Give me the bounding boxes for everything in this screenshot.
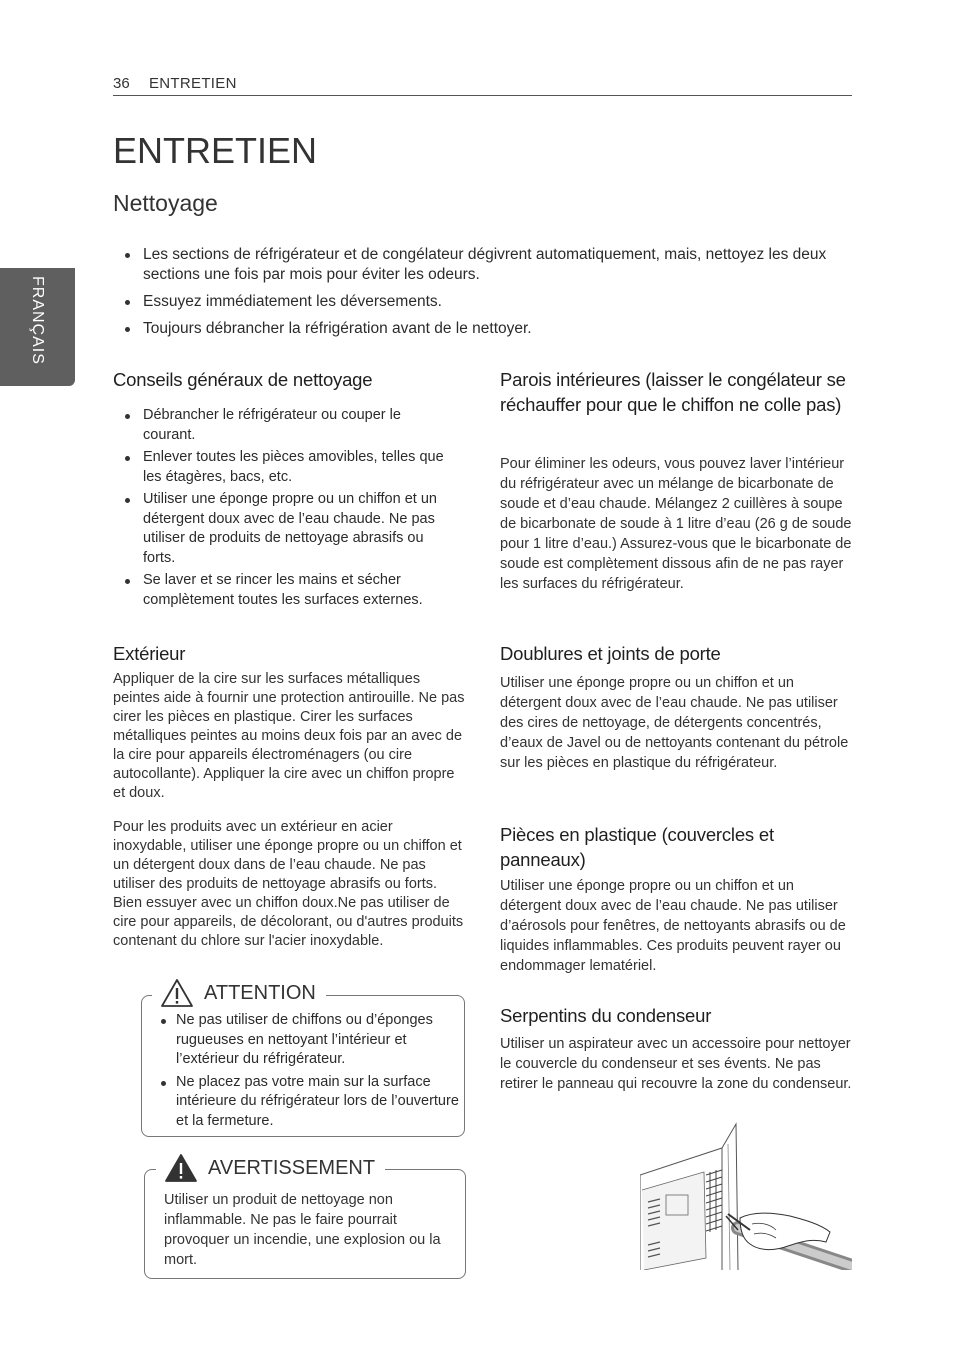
plastic-parts-text: Utiliser une éponge propre ou un chiffon et un détergent doux avec de l’eau chaude. Ne pas utiliser d’aérosols pour fenêtres, de nettoyants abrasifs ou de liquides inflammables. Ces produits peuvent rayer ou endommager lematériel. (500, 878, 846, 974)
interior-walls-text: Pour éliminer les odeurs, vous pouvez laver l’intérieur du réfrigérateur avec un mélange de bicarbonate de soude et d’eau chaude. Mélangez 2 cuillères à soupe de bicarbonate de soude à 1 litre d’eau (26 g de soude pour 1 litre d’eau.) Assurez-vous que le bicarbonate de soude est complètement dissous afin de ne pas rayer les surfaces du réfrigérateur. (500, 456, 852, 592)
header-rule (113, 95, 852, 96)
list-item: Ne placez pas votre main sur la surface intérieure du réfrigérateur lors de l’ouverture et la fermeture. (156, 1073, 461, 1132)
page-title: ENTRETIEN (113, 130, 318, 171)
exterior-paragraph-1: Appliquer de la cire sur les surfaces métalliques peintes aide à fournir une protection antirouille. Ne pas cirer les pièces en plastique. Cirer les surfaces métalliques peintes au moins deux fois par an avec de la cire pour appareils électroménagers (ou cire autocollante). Appliquer la cire avec un chiffon propre et doux. (113, 671, 465, 801)
door-gaskets-heading: Doublures et joints de porte (500, 643, 721, 664)
list-item: Enlever toutes les pièces amovibles, telles que les étagères, bacs, etc. (113, 448, 453, 487)
intro-bullet-list (113, 245, 843, 346)
general-cleaning-heading: Conseils généraux de nettoyage (113, 369, 373, 390)
list-item: Débrancher le réfrigérateur ou couper le courant. (113, 406, 453, 445)
language-tab-label: FRANÇAIS (29, 276, 46, 365)
exterior-paragraph-2: Pour les produits avec un extérieur en acier inoxydable, utiliser une éponge propre ou un chiffon et un détergent doux dans de l’eau chaude. Ne pas utiliser des produits de nettoyage abrasifs ou forts. Bien essuyer avec un chiffon doux.Ne pas utiliser de cire pour appareils, de décolorant, ou d'autres produits contenant du chlore sur l'acier inoxydable. (113, 819, 464, 949)
caution-triangle-icon (160, 978, 194, 1008)
condenser-coils-heading: Serpentins du condenseur (500, 1005, 712, 1026)
condenser-cleaning-illustration (640, 1120, 852, 1270)
condenser-coils-text: Utiliser un aspirateur avec un accessoire pour nettoyer le couvercle du condenseur et ses évents. Ne pas retirer le panneau qui recouvre la zone du condenseur. (500, 1036, 852, 1092)
page-number: 36 (113, 75, 130, 92)
warning-title-bar (156, 1151, 385, 1185)
general-cleaning-list (113, 406, 453, 613)
section-subtitle: Nettoyage (113, 190, 218, 216)
list-item: Utiliser une éponge propre ou un chiffon et un détergent doux avec de l’eau chaude. Ne pas utiliser de produits de nettoyage abrasifs ou forts. (113, 490, 453, 568)
plastic-parts-heading: Pièces en plastique (couvercles et panneaux) (500, 824, 774, 870)
attention-title: ATTENTION (204, 981, 316, 1004)
warning-title: AVERTISSEMENT (208, 1156, 376, 1179)
interior-walls-heading: Parois intérieures (laisser le congélateur se réchauffer pour que le chiffon ne colle pas) (500, 369, 846, 415)
list-item: Toujours débrancher la réfrigération avant de le nettoyer. (113, 319, 843, 339)
list-item: Essuyez immédiatement les déversements. (113, 292, 843, 312)
list-item: Les sections de réfrigérateur et de congélateur dégivrent automatiquement, mais, nettoyez les deux sections une fois par mois pour éviter les odeurs. (113, 245, 843, 285)
running-header: ENTRETIEN (149, 75, 237, 92)
attention-title-bar (152, 976, 326, 1010)
warning-triangle-icon (164, 1153, 198, 1183)
attention-list (156, 1011, 461, 1134)
door-gaskets-text: Utiliser une éponge propre ou un chiffon et un détergent doux avec de l’eau chaude. Ne pas utiliser des cires de nettoyage, de détergents concentrés, d’eaux de Javel ou de nettoyants contenant du pétrole sur les pièces en plastique du réfrigérateur. (500, 675, 849, 771)
list-item: Ne pas utiliser de chiffons ou d’éponges rugueuses en nettoyant l’intérieur et l’extérieur du réfrigérateur. (156, 1011, 461, 1070)
list-item: Se laver et se rincer les mains et sécher complètement toutes les surfaces externes. (113, 571, 453, 610)
warning-text: Utiliser un produit de nettoyage non inflammable. Ne pas le faire pourrait provoquer un incendie, une explosion ou la mort. (164, 1192, 441, 1268)
exterior-heading: Extérieur (113, 643, 186, 664)
language-tab (0, 268, 75, 386)
